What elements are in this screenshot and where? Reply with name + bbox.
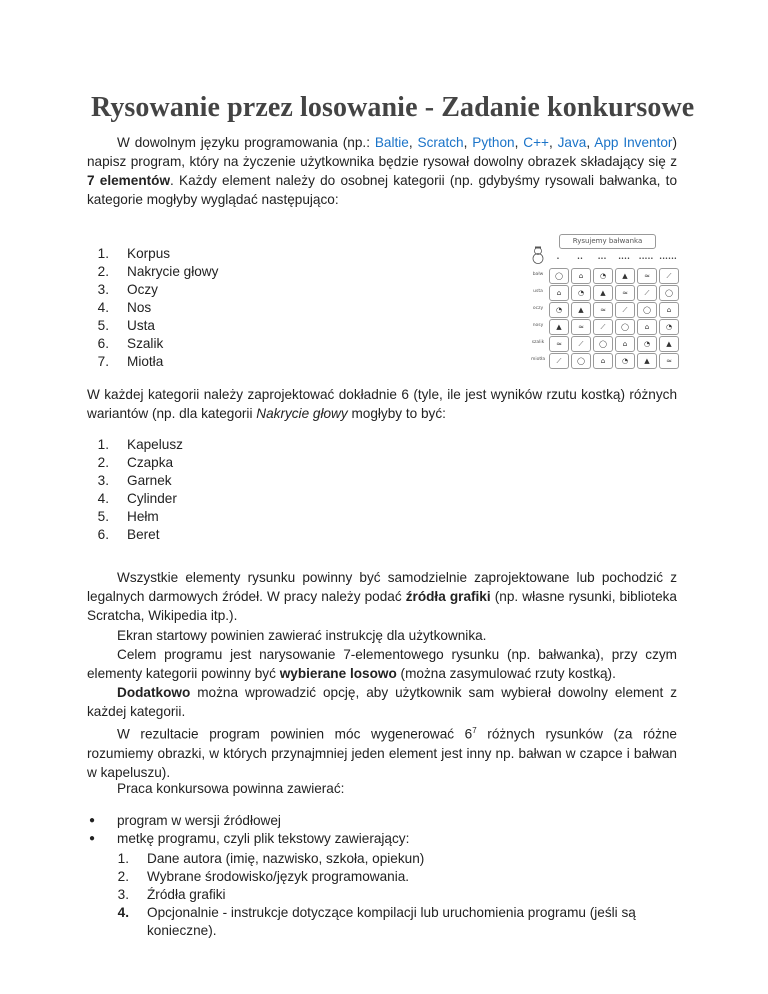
link-app-inventor[interactable]: App Inventor <box>594 135 673 150</box>
list-item: 4. Cylinder <box>97 491 177 506</box>
worksheet-cell: ≈ <box>549 336 569 352</box>
worksheet-cell: ◯ <box>637 302 657 318</box>
list-item: 3. Oczy <box>97 282 158 297</box>
worksheet-cell: ◯ <box>615 319 635 335</box>
list-item: ● program w wersji źródłowej <box>89 813 281 828</box>
list-item: 6. Szalik <box>97 336 164 351</box>
worksheet-cell: ⟋ <box>615 302 635 318</box>
intro-text: W dowolnym języku programowania (np.: <box>117 135 375 150</box>
row-label: miotła <box>531 357 546 362</box>
worksheet-cell: ⌂ <box>571 268 591 284</box>
intro-bold: 7 elementów <box>87 173 171 188</box>
worksheet-cell: ▲ <box>571 302 591 318</box>
hat-list <box>87 436 183 544</box>
worksheet-cell: ▲ <box>593 285 613 301</box>
worksheet-cell: ▲ <box>549 319 569 335</box>
worksheet-cell: ▲ <box>637 353 657 369</box>
worksheet-cell: ⟋ <box>659 268 679 284</box>
list-item: 5. Hełm <box>97 509 159 524</box>
link-java[interactable]: Java <box>557 135 587 150</box>
sources-bold: źródła grafiki <box>405 589 491 604</box>
list-item: 1. Dane autora (imię, nazwisko, szkoła, opiekun) <box>117 851 425 866</box>
worksheet-cell: ◔ <box>571 285 591 301</box>
list-item: 3. Garnek <box>97 473 172 488</box>
worksheet-cell: ⟋ <box>549 353 569 369</box>
list-item: 4. Nos <box>97 300 152 315</box>
worksheet-cell: ⌂ <box>637 319 657 335</box>
result-paragraph: W rezultacie program powinien móc wygenerować $6^7$ różnych rysunków (za różne rozumiemy obrazki, w których przynajmniej jeden element jest inny np. bałwan w czapce i bałwan w kapeluszu). <box>87 726 677 780</box>
requirements-list <box>87 812 409 848</box>
start-screen-paragraph: Ekran startowy powinien zawierać instrukcję dla użytkownika. <box>117 628 487 643</box>
dice-cell: ••• <box>597 256 607 262</box>
worksheet-cell: ▲ <box>615 268 635 284</box>
list-item: 6. Beret <box>97 527 160 542</box>
snowman-worksheet-image <box>529 232 683 374</box>
list-item: 1. Kapelusz <box>97 437 183 452</box>
row-label: oczy <box>532 306 544 311</box>
worksheet-cell: ≈ <box>593 302 613 318</box>
link-cpp[interactable]: C++ <box>523 135 549 150</box>
worksheet-cell: ◯ <box>549 268 569 284</box>
variants-paragraph: W każdej kategorii należy zaprojektować dokładnie 6 (tyle, ile jest wyników rzutu kostką) różnych wariantów (np. dla kategorii Nakrycie głowy mogłyby to być: <box>87 387 677 421</box>
intro-paragraph: W dowolnym języku programowania (np.: Baltie, Scratch, Python, C++, Java, App Inventor) napisz program, który na życzenie użytkownika będzie rysował dowolny obrazek składający się z 7 elementów. Każdy element należy do osobnej kategorii (np. gdybyśmy rysowali bałwanka, to kategorie mogłyby wyglądać następująco: <box>87 135 677 207</box>
dice-cell: ••••• <box>638 256 654 262</box>
worksheet-cell: ◯ <box>571 353 591 369</box>
list-item: ● metkę programu, czyli plik tekstowy zawierający: <box>89 831 410 846</box>
row-label: usta <box>533 289 543 294</box>
contents-paragraph: Praca konkursowa powinna zawierać: <box>117 781 345 796</box>
worksheet-cell: ◔ <box>659 319 679 335</box>
worksheet-cell: ◯ <box>593 336 613 352</box>
page-title: Rysowanie przez losowanie - Zadanie konkursowe <box>91 92 695 123</box>
worksheet-cell: ≈ <box>571 319 591 335</box>
worksheet-cell: ≈ <box>659 353 679 369</box>
worksheet-cell: ⌂ <box>615 336 635 352</box>
worksheet-cell: ◔ <box>593 268 613 284</box>
worksheet-cell: ◔ <box>615 353 635 369</box>
goal-paragraph: Celem programu jest narysowanie 7-elementowego rysunku (np. bałwanka), przy czym elementy kategorii powinny być wybierane losowo (można zasymulować rzuty kostką). <box>87 647 677 681</box>
dice-cell: •• <box>577 256 583 262</box>
snowman-icon <box>530 246 546 264</box>
dice-cell: • <box>556 256 560 262</box>
random-bold: wybierane losowo <box>279 666 397 681</box>
worksheet-cell: ⌂ <box>593 353 613 369</box>
list-item: 2. Nakrycie głowy <box>97 264 219 279</box>
worksheet-cell: ◔ <box>637 336 657 352</box>
worksheet-cell: ≈ <box>615 285 635 301</box>
category-emphasis: Nakrycie głowy <box>256 406 348 421</box>
worksheet-cell: ≈ <box>637 268 657 284</box>
list-item: 2. Wybrane środowisko/język programowania. <box>117 869 410 884</box>
worksheet-cell: ⌂ <box>659 302 679 318</box>
extra-option-paragraph: Dodatkowo można wprowadzić opcję, aby użytkownik sam wybierał dowolny element z każdej kategorii. <box>87 685 677 719</box>
worksheet-cell: ⟋ <box>571 336 591 352</box>
worksheet-cell: ◔ <box>549 302 569 318</box>
worksheet-cell: ⟋ <box>593 319 613 335</box>
list-item: 1. Korpus <box>97 246 171 261</box>
list-item: 2. Czapka <box>97 455 174 470</box>
intro-text-2: ) napisz program, który na życzenie użytkownika będzie rysował dowolny obrazek składający się z <box>87 135 677 169</box>
dice-cell: •••• <box>618 256 630 262</box>
worksheet-cell: ▲ <box>659 336 679 352</box>
list-item: 7. Miotła <box>97 354 164 369</box>
row-label: nosy <box>532 323 544 328</box>
list-item: 5. Usta <box>97 318 155 333</box>
link-python[interactable]: Python <box>472 135 515 150</box>
extra-bold: Dodatkowo <box>117 685 191 700</box>
row-label: szalik <box>531 340 545 345</box>
category-list <box>87 245 218 371</box>
row-label: bałw <box>532 272 544 277</box>
list-item: 3. Źródła grafiki <box>117 887 226 902</box>
link-baltie[interactable]: Baltie <box>374 135 409 150</box>
worksheet-cell: ⌂ <box>549 285 569 301</box>
exponent: 7 <box>472 726 477 735</box>
dice-cell: •••••• <box>659 256 677 262</box>
list-item: 4. Opcjonalnie - instrukcje dotyczące kompilacji lub uruchomienia programu (jeśli są konieczne). <box>117 905 636 938</box>
label-contents-list <box>107 850 647 940</box>
worksheet-cell: ◯ <box>659 285 679 301</box>
sources-paragraph: Wszystkie elementy rysunku powinny być samodzielnie zaprojektowane lub pochodzić z legalnych darmowych źródeł. W pracy należy podać źródła grafiki (np. własne rysunki, biblioteka Scratcha, Wikipedia itp.). <box>87 570 677 623</box>
worksheet-title: Rysujemy bałwanka <box>559 234 656 249</box>
worksheet-cell: ⟋ <box>637 285 657 301</box>
link-scratch[interactable]: Scratch <box>417 135 464 150</box>
intro-text-3: . Każdy element należy do osobnej kategorii (np. gdybyśmy rysowali bałwanka, to kategorie mogłyby wyglądać następująco: <box>87 173 677 207</box>
